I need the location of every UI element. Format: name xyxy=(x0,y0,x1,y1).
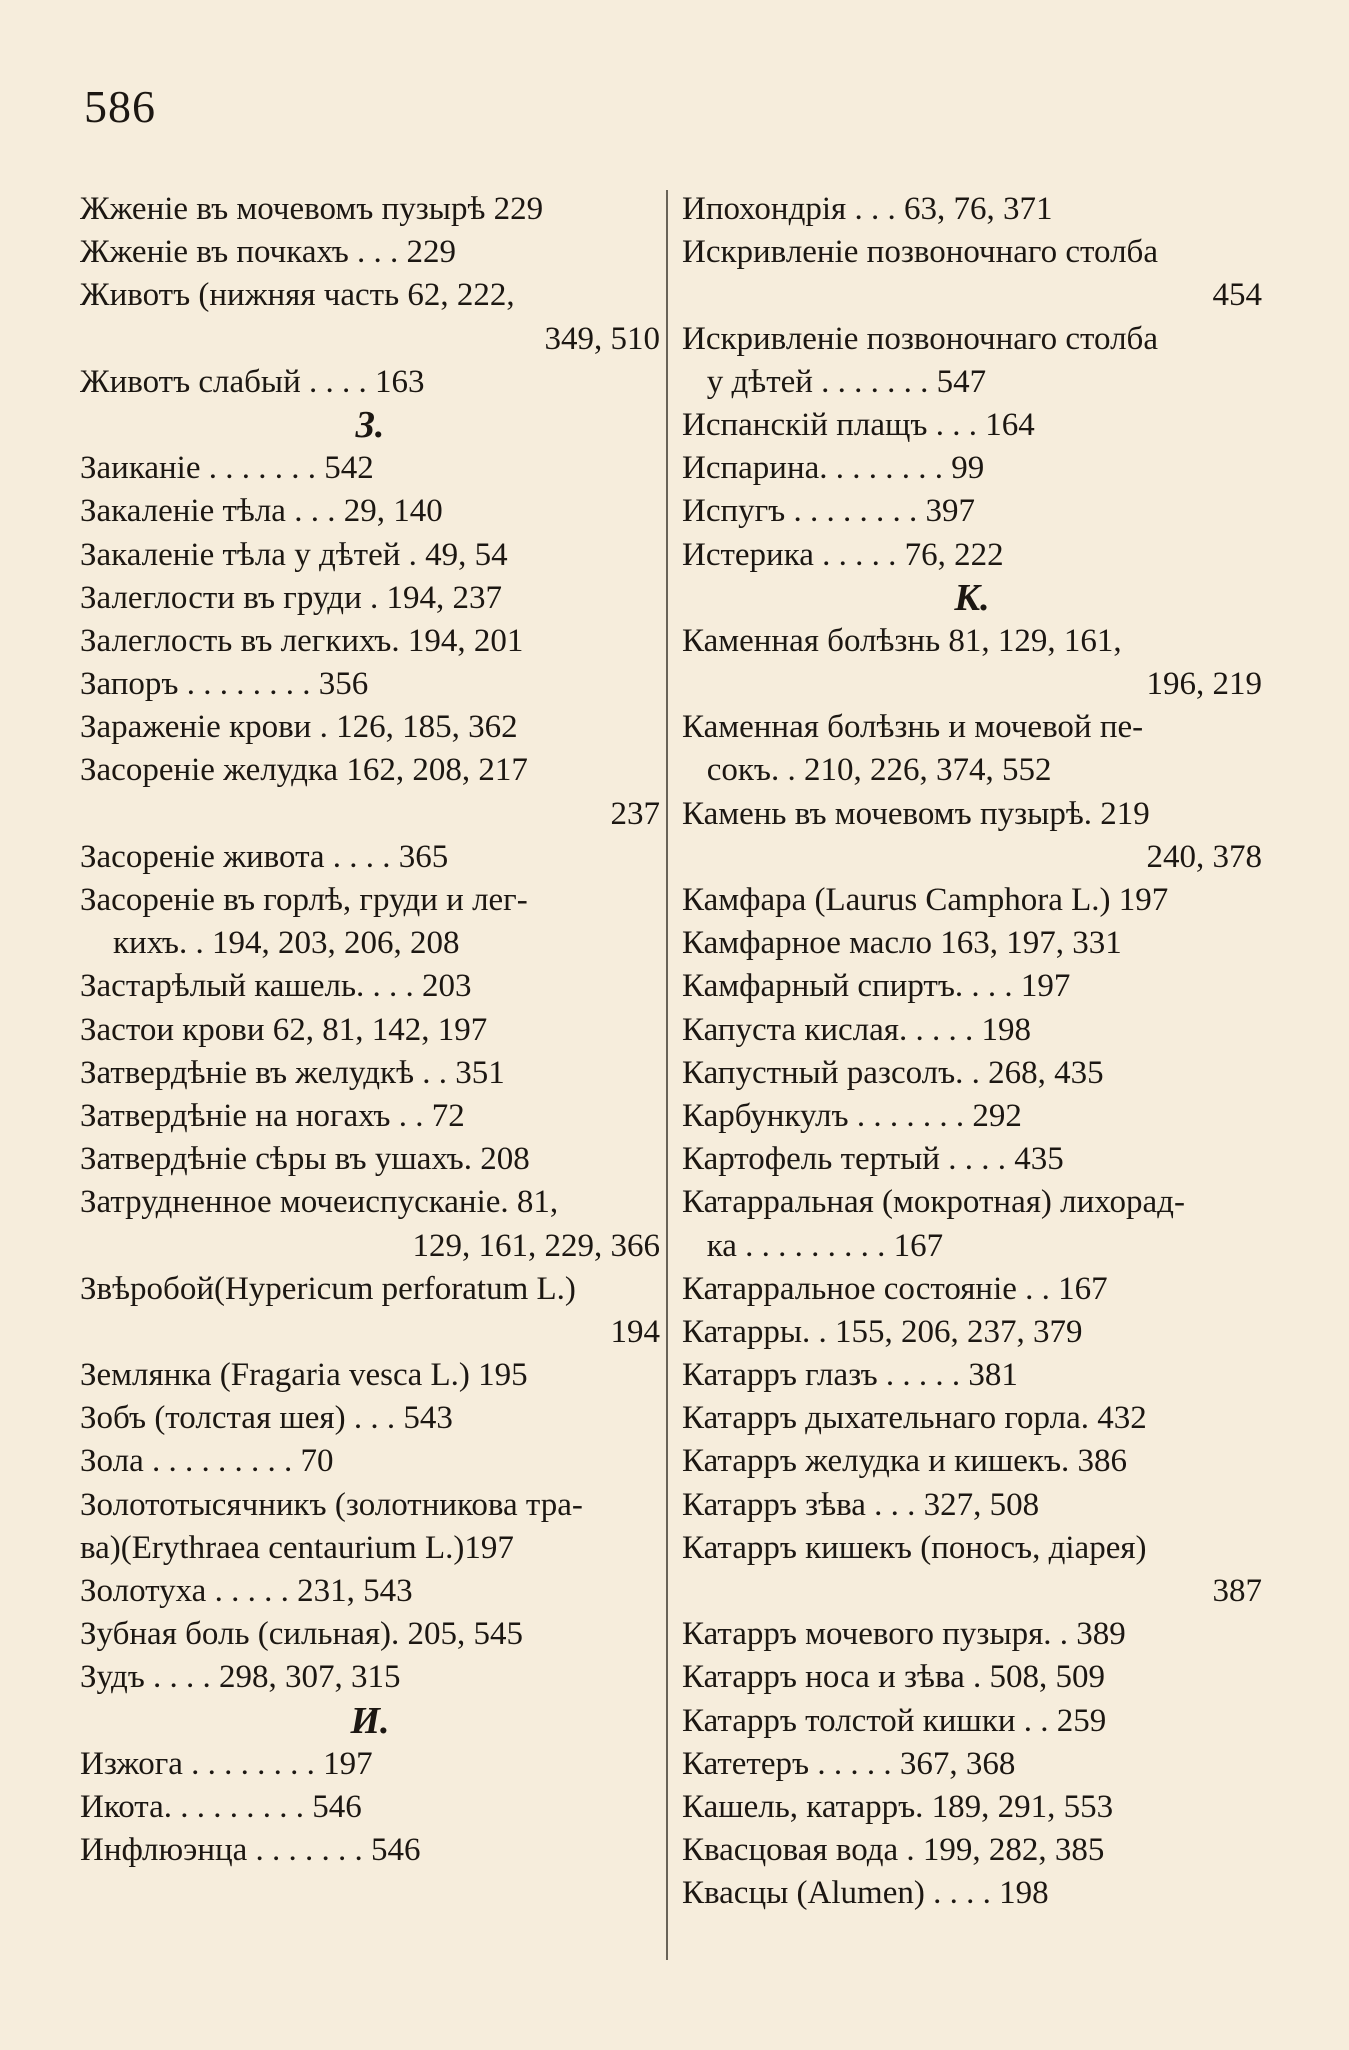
index-entry: Затвердѣніе на ногахъ . . 72 xyxy=(80,1097,465,1134)
index-entry: Искривленіе позвоночнаго столба xyxy=(682,234,1158,271)
index-entry: Затвердѣніе сѣры въ ушахъ. 208 xyxy=(80,1141,530,1178)
index-entry: Залеглость въ легкихъ. 194, 201 xyxy=(80,622,524,659)
index-entry: Инфлюэнца . . . . . . . 546 xyxy=(80,1832,421,1869)
index-entry: Испарина. . . . . . . . 99 xyxy=(682,450,985,487)
index-entry: Залеглости въ груди . 194, 237 xyxy=(80,579,503,616)
index-entry: Застои крови 62, 81, 142, 197 xyxy=(80,1011,488,1048)
index-entry: Катарръ зѣва . . . 327, 508 xyxy=(682,1486,1040,1523)
index-entry: Зола . . . . . . . . . 70 xyxy=(80,1443,334,1480)
index-entry: Катарръ носа и зѣва . 508, 509 xyxy=(682,1659,1105,1696)
index-entry: Животъ слабый . . . . 163 xyxy=(80,363,425,400)
column-divider xyxy=(666,190,668,1960)
index-entry: Катарры. . 155, 206, 237, 379 xyxy=(682,1313,1083,1350)
index-entry: Зубная боль (сильная). 205, 545 xyxy=(80,1616,524,1653)
index-entry: Золотуха . . . . . 231, 543 xyxy=(80,1573,413,1609)
index-entry: ва)(Erythraea centaurium L.)197 xyxy=(80,1529,514,1566)
index-entry: Запоръ . . . . . . . . 356 xyxy=(80,666,369,703)
index-entry: Квасцы (Alumen) . . . . 198 xyxy=(682,1875,1049,1912)
index-entry: Истерика . . . . . 76, 222 xyxy=(682,536,1004,573)
index-entry-continuation: 349, 510 xyxy=(544,320,660,357)
index-entry: Закаленіе тѣла . . . 29, 140 xyxy=(80,493,443,530)
index-entry: Ипохондрія . . . 63, 76, 371 xyxy=(682,191,1053,227)
index-entry: Изжога . . . . . . . . 197 xyxy=(80,1745,373,1782)
index-entry: Катарръ мочевого пузыря. . 389 xyxy=(682,1616,1126,1653)
index-entry: Жженіе въ мочевомъ пузырѣ 229 xyxy=(80,191,544,227)
index-entry: Капуста кислая. . . . . 198 xyxy=(682,1011,1031,1048)
index-entry-continuation: 240, 378 xyxy=(1146,838,1262,875)
index-entry: Зараженіе крови . 126, 185, 362 xyxy=(80,709,518,746)
section-letter: З. xyxy=(355,403,385,446)
index-entry: Испугъ . . . . . . . . 397 xyxy=(682,493,975,530)
index-column-right xyxy=(682,188,1262,1916)
index-entry: Картофель тертый . . . . 435 xyxy=(682,1141,1064,1178)
index-entry: Камень въ мочевомъ пузырѣ. 219 xyxy=(682,795,1150,832)
index-entry: Катетеръ . . . . . 367, 368 xyxy=(682,1745,1016,1782)
index-entry: Засореніе въ горлѣ, груди и лег- xyxy=(80,882,528,918)
index-entry: Капустный разсолъ. . 268, 435 xyxy=(682,1054,1104,1091)
index-entry: Катарръ дыхательнаго горла. 432 xyxy=(682,1400,1147,1437)
index-entry: Квасцовая вода . 199, 282, 385 xyxy=(682,1832,1105,1869)
index-entry: Застарѣлый кашель. . . . 203 xyxy=(80,968,472,1005)
index-entry: Каменная болѣзнь и мочевой пе- xyxy=(682,709,1144,746)
index-entry: Землянка (Fragaria vesca L.) 195 xyxy=(80,1357,528,1394)
index-entry: Катарръ глазъ . . . . . 381 xyxy=(682,1357,1018,1394)
index-entry: кихъ. . 194, 203, 206, 208 xyxy=(80,925,460,962)
index-column-left xyxy=(80,188,660,1872)
page-number: 586 xyxy=(84,81,156,132)
index-entry: Звѣробой(Hypericum perforatum L.) xyxy=(80,1270,576,1307)
index-entry-continuation: 237 xyxy=(610,795,660,832)
index-entry: Заиканіе . . . . . . . 542 xyxy=(80,450,374,487)
index-entry: Затрудненное мочеиспусканіе. 81, xyxy=(80,1184,559,1221)
index-entry: Катарръ толстой кишки . . 259 xyxy=(682,1702,1107,1739)
index-entry: Камфара (Laurus Camphora L.) 197 xyxy=(682,882,1169,918)
index-entry: Золототысячникъ (золотникова тра- xyxy=(80,1486,583,1523)
index-entry-continuation: 454 xyxy=(1212,277,1262,314)
index-entry: Зобъ (толстая шея) . . . 543 xyxy=(80,1400,453,1437)
index-entry: Искривленіе позвоночнаго столба xyxy=(682,320,1158,357)
index-entry: Затвердѣніе въ желудкѣ . . 351 xyxy=(80,1054,505,1091)
index-entry: Катарръ желудка и кишекъ. 386 xyxy=(682,1443,1128,1480)
index-entry: Закаленіе тѣла у дѣтей . 49, 54 xyxy=(80,536,508,573)
index-entry: Засореніе живота . . . . 365 xyxy=(80,838,449,875)
index-entry-continuation: 129, 161, 229, 366 xyxy=(412,1227,660,1264)
index-entry: Карбункулъ . . . . . . . 292 xyxy=(682,1097,1022,1134)
index-entry: Икота. . . . . . . . . 546 xyxy=(80,1788,362,1825)
index-entry: Животъ (нижняя часть 62, 222, xyxy=(80,277,515,314)
index-entry: Катарральная (мокротная) лихорад- xyxy=(682,1184,1185,1221)
index-entry: Катарральное состояніе . . 167 xyxy=(682,1270,1108,1307)
index-entry: Катарръ кишекъ (поносъ, діарея) xyxy=(682,1529,1147,1566)
index-entry: Камфарный спиртъ. . . . 197 xyxy=(682,968,1071,1005)
index-entry: Каменная болѣзнь 81, 129, 161, xyxy=(682,622,1122,659)
index-entry: Жженіе въ почкахъ . . . 229 xyxy=(80,234,457,271)
index-entry: Кашель, катарръ. 189, 291, 553 xyxy=(682,1788,1114,1825)
index-entry: Зудъ . . . . 298, 307, 315 xyxy=(80,1659,401,1696)
index-entry-continuation: 196, 219 xyxy=(1146,666,1262,703)
section-letter: И. xyxy=(350,1699,390,1742)
index-entry-continuation: 194 xyxy=(610,1313,660,1350)
section-letter: К. xyxy=(954,576,990,619)
index-entry: сокъ. . 210, 226, 374, 552 xyxy=(682,752,1052,789)
index-entry: Камфарное масло 163, 197, 331 xyxy=(682,925,1122,962)
index-entry-continuation: 387 xyxy=(1212,1573,1262,1609)
index-entry: Испанскій плащъ . . . 164 xyxy=(682,406,1035,443)
index-entry: Засореніе желудка 162, 208, 217 xyxy=(80,752,528,789)
index-entry: ка . . . . . . . . . 167 xyxy=(682,1227,944,1264)
index-entry: у дѣтей . . . . . . . 547 xyxy=(682,363,987,400)
